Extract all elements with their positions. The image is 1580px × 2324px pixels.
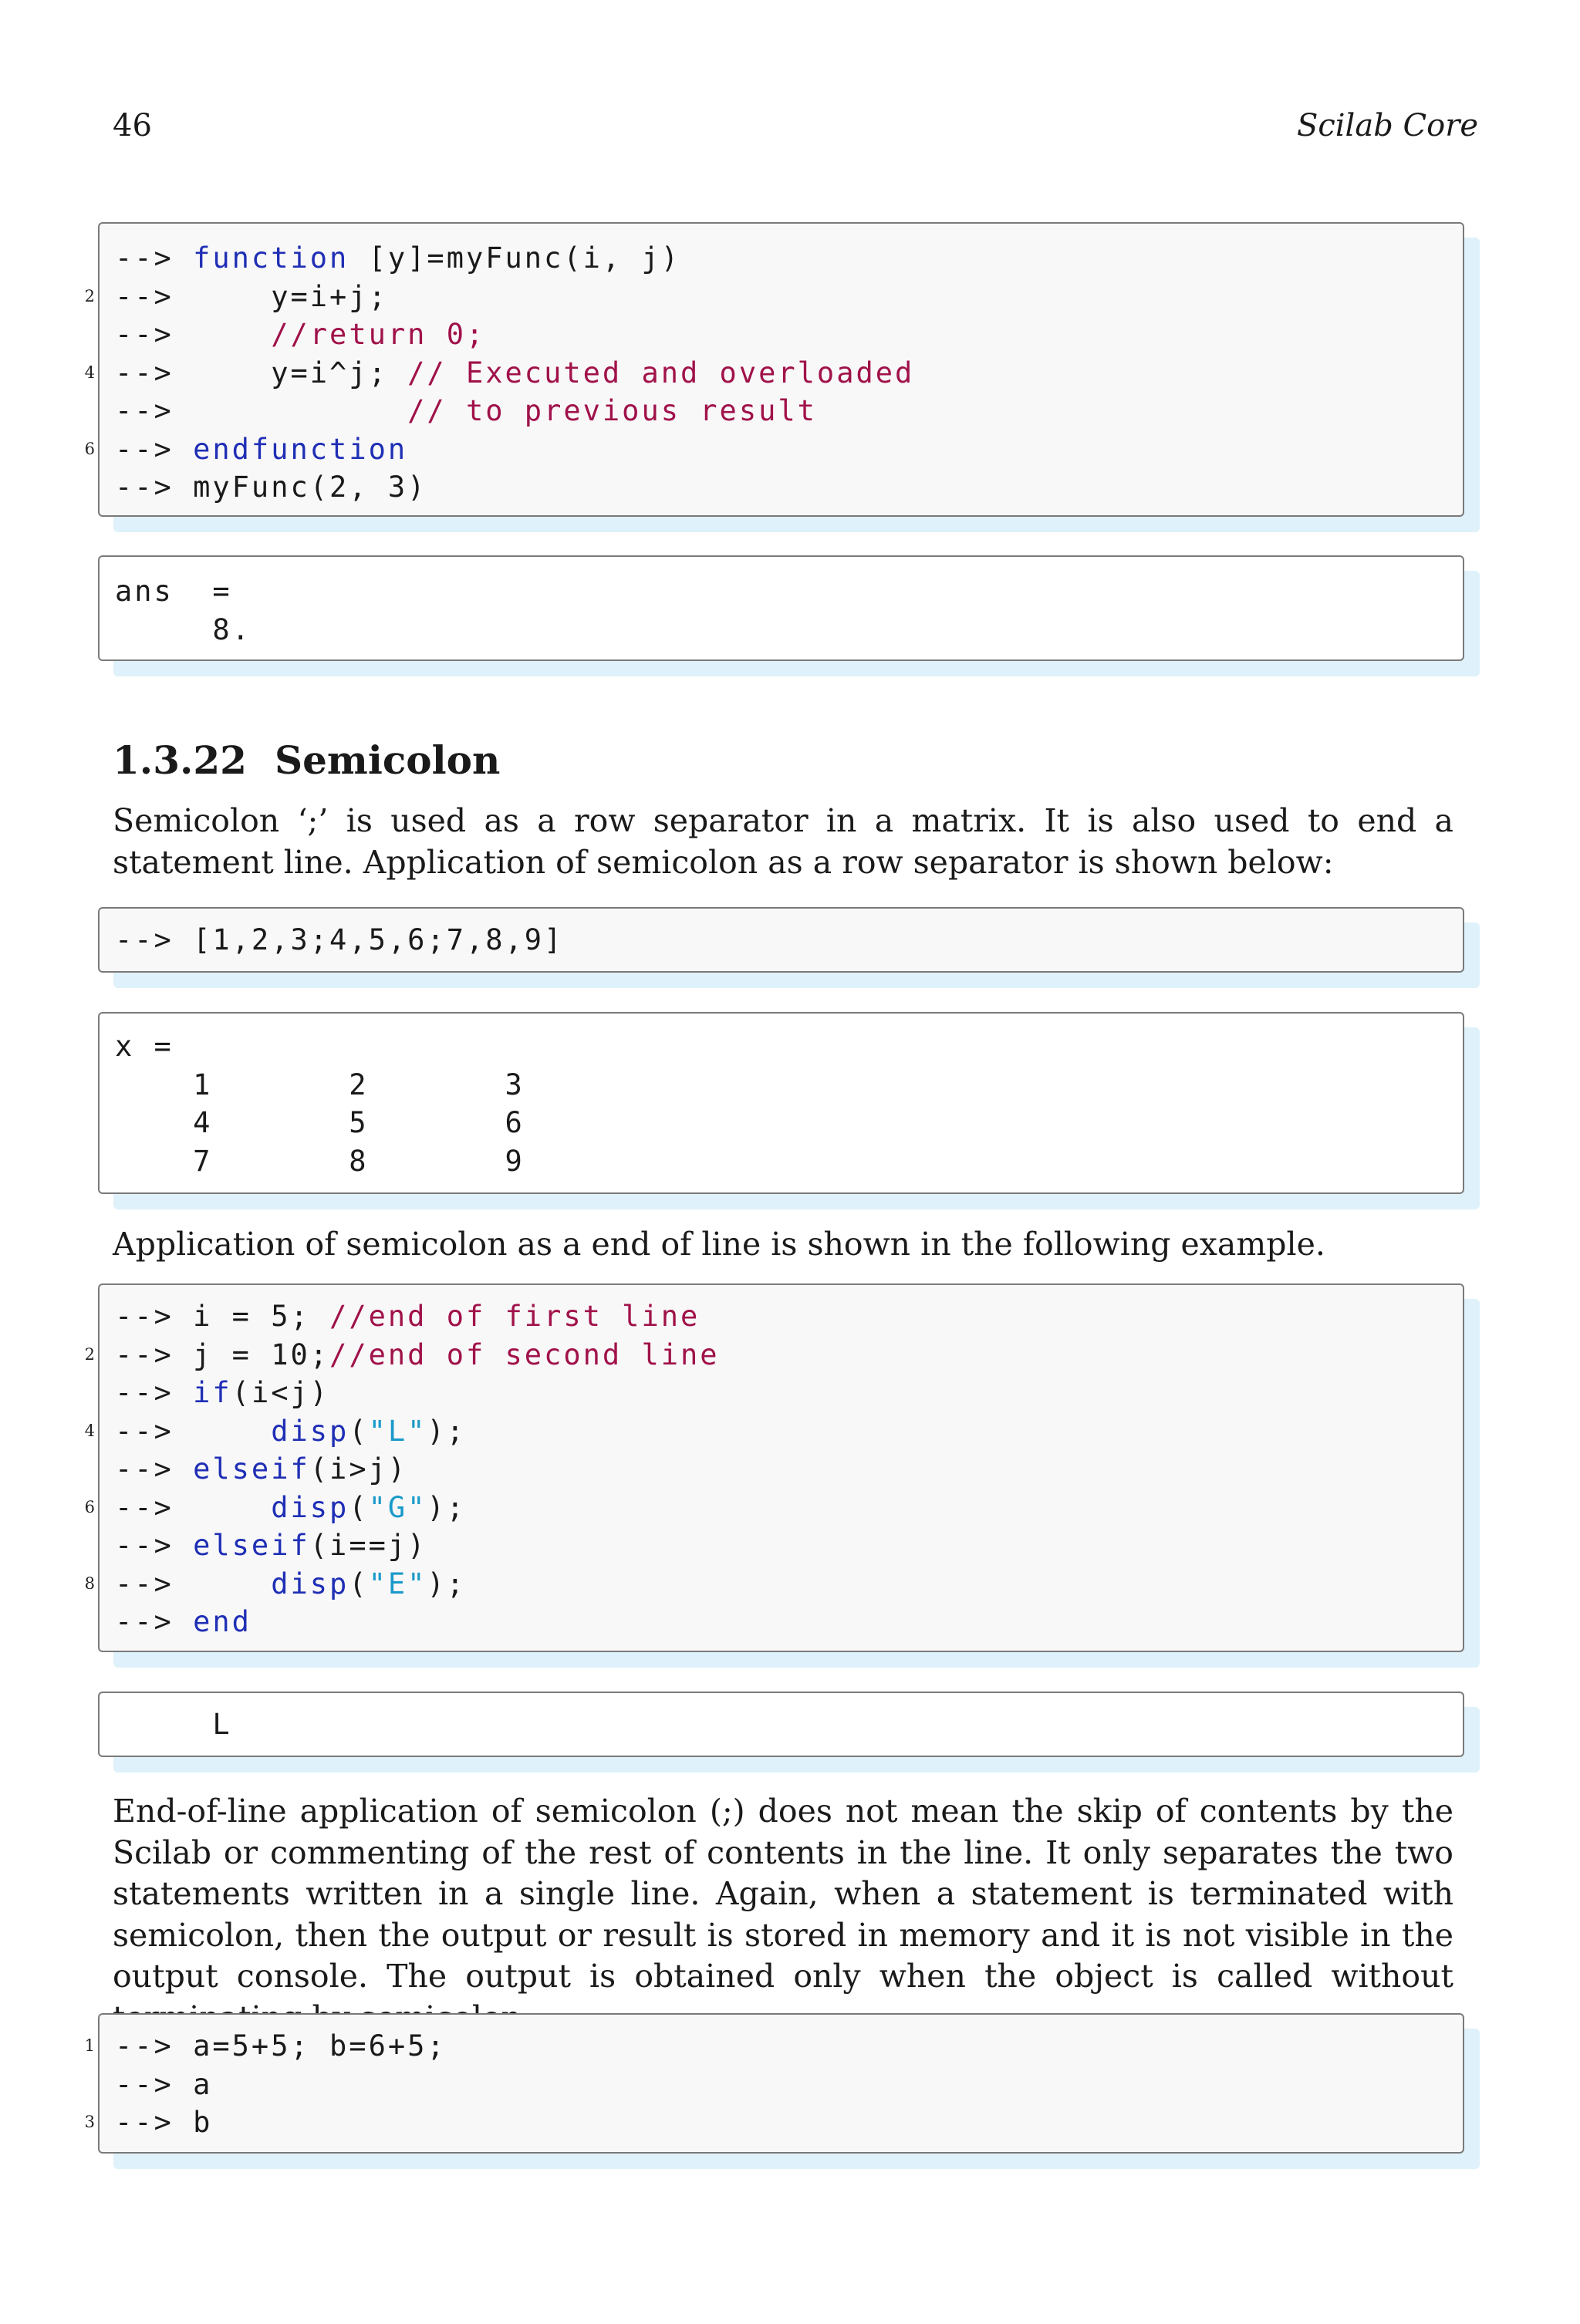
code-line bbox=[84, 1489, 1463, 1527]
code-keyword: elseif bbox=[193, 1529, 310, 1562]
output-lines bbox=[100, 557, 1463, 649]
code-line bbox=[115, 239, 1463, 278]
code-line bbox=[84, 2103, 1463, 2142]
line-number: 6 bbox=[84, 439, 95, 458]
code-comment: //return 0; bbox=[271, 318, 486, 351]
page-header bbox=[113, 108, 1478, 154]
line-number: 1 bbox=[84, 2036, 95, 2055]
code-text: ( bbox=[349, 1567, 369, 1600]
section-heading bbox=[113, 737, 500, 783]
line-number: 4 bbox=[84, 1421, 95, 1440]
code-keyword: end bbox=[193, 1605, 252, 1638]
code-line bbox=[115, 921, 1463, 960]
code-line bbox=[84, 1336, 1463, 1374]
code-text: --> bbox=[115, 1490, 272, 1524]
code-comment: // Executed and overloaded bbox=[407, 356, 915, 390]
code-keyword: function bbox=[193, 241, 349, 275]
output-lines bbox=[100, 1014, 1463, 1180]
code-block-myfunc bbox=[84, 222, 1464, 517]
paragraph-explanation: End-of-line application of semicolon (;) does not mean the skip of contents by the Scilab or commenting of the rest of contents in the line. It only separates the two statements written in a single line. Again, when a statement is terminated with semicolon, then the output or result is stored in memory and it is not visible in the output console. The output is obtained only when the object is called without bbox=[113, 1793, 1453, 1995]
code-text: [y]=myFunc(i, j) bbox=[349, 241, 681, 275]
code-comment: // to previous result bbox=[407, 394, 817, 427]
output-line: 7 8 9 bbox=[115, 1144, 525, 1178]
code-text: --> y=i+j; bbox=[115, 279, 388, 313]
code-text: --> bbox=[115, 1529, 194, 1562]
code-block-ab bbox=[84, 2013, 1464, 2154]
code-keyword: endfunction bbox=[193, 432, 408, 466]
code-keyword: elseif bbox=[193, 1452, 310, 1486]
code-lines bbox=[84, 224, 1463, 507]
code-keyword: disp bbox=[271, 1567, 349, 1600]
line-number: 8 bbox=[84, 1574, 95, 1593]
output-block-ans bbox=[98, 555, 1464, 661]
page-number: 46 bbox=[113, 108, 152, 143]
output-block-matrix bbox=[98, 1012, 1464, 1194]
code-line bbox=[115, 468, 1463, 507]
code-line bbox=[115, 1603, 1463, 1641]
code-text: --> [1,2,3;4,5,6;7,8,9] bbox=[115, 923, 564, 956]
output-line: L bbox=[115, 1708, 232, 1741]
code-text: --> bbox=[115, 432, 194, 466]
line-number: 3 bbox=[84, 2113, 95, 2131]
code-keyword: if bbox=[193, 1376, 232, 1409]
output-line: ans = bbox=[115, 575, 232, 608]
code-lines bbox=[100, 909, 1463, 960]
code-block-matrix bbox=[98, 907, 1464, 973]
code-line bbox=[115, 1297, 1463, 1336]
output-line: x = bbox=[115, 1030, 174, 1063]
code-text: ); bbox=[427, 1414, 466, 1448]
code-lines bbox=[84, 2015, 1463, 2142]
code-line bbox=[84, 1412, 1463, 1451]
paragraph-end-of-line: Application of semicolon as a end of line is shown in the following example. bbox=[113, 1226, 1325, 1263]
output-block-disp bbox=[98, 1692, 1464, 1757]
code-text: ); bbox=[427, 1567, 466, 1600]
code-text: --> bbox=[115, 1452, 194, 1486]
code-line bbox=[115, 1526, 1463, 1565]
code-line bbox=[115, 1374, 1463, 1412]
section-title-text: Semicolon bbox=[275, 737, 501, 783]
code-text: --> bbox=[115, 318, 272, 351]
code-text: --> bbox=[115, 241, 194, 275]
code-text: --> bbox=[115, 1376, 194, 1409]
code-line bbox=[115, 1450, 1463, 1489]
code-text: --> bbox=[115, 394, 408, 427]
output-line: 8. bbox=[115, 612, 252, 646]
code-line bbox=[115, 392, 1463, 430]
code-text: --> a bbox=[115, 2067, 213, 2101]
code-comment: //end of second line bbox=[329, 1337, 720, 1371]
code-text: --> b bbox=[115, 2106, 213, 2139]
code-text: --> bbox=[115, 1567, 272, 1600]
line-number: 2 bbox=[84, 286, 95, 305]
code-text: ( bbox=[349, 1490, 369, 1524]
code-text: --> a=5+5; b=6+5; bbox=[115, 2029, 447, 2063]
code-text: (i<j) bbox=[231, 1376, 330, 1409]
code-block-if-else bbox=[84, 1283, 1464, 1652]
code-text: ( bbox=[349, 1414, 369, 1448]
code-text: --> j = 10; bbox=[115, 1337, 330, 1371]
section-number: 1.3.22 bbox=[113, 737, 247, 783]
running-title: Scilab Core bbox=[1296, 108, 1478, 143]
output-lines bbox=[100, 1693, 1463, 1744]
code-comment: //end of first line bbox=[329, 1300, 701, 1333]
line-number: 6 bbox=[84, 1497, 95, 1516]
code-lines bbox=[84, 1285, 1463, 1641]
code-text: --> myFunc(2, 3) bbox=[115, 471, 427, 504]
code-keyword: disp bbox=[271, 1414, 349, 1448]
output-line: 4 5 6 bbox=[115, 1106, 525, 1139]
code-text: --> bbox=[115, 1605, 194, 1638]
code-text: (i>j) bbox=[309, 1452, 408, 1486]
code-line bbox=[115, 2066, 1463, 2104]
code-text: --> bbox=[115, 1414, 272, 1448]
code-line bbox=[84, 2027, 1463, 2066]
output-line: 1 2 3 bbox=[115, 1068, 525, 1101]
code-string: "G" bbox=[368, 1490, 427, 1524]
code-line bbox=[84, 354, 1463, 393]
line-number: 2 bbox=[84, 1344, 95, 1364]
code-keyword: disp bbox=[271, 1490, 349, 1524]
code-text: --> i = 5; bbox=[115, 1300, 330, 1333]
code-line bbox=[115, 315, 1463, 354]
code-line bbox=[84, 430, 1463, 469]
paragraph-row-separator: Semicolon ‘;’ is used as a row separator in a matrix. It is also used to end a statement line. Application of semicolon as a row separator is shown below: bbox=[113, 802, 1453, 881]
code-text: --> y=i^j; bbox=[115, 356, 408, 390]
code-string: "E" bbox=[368, 1567, 427, 1600]
code-string: "L" bbox=[368, 1414, 427, 1448]
code-line bbox=[84, 278, 1463, 316]
code-text: (i==j) bbox=[309, 1529, 427, 1562]
line-number: 4 bbox=[84, 363, 95, 382]
code-text: ); bbox=[427, 1490, 466, 1524]
code-line bbox=[84, 1565, 1463, 1604]
